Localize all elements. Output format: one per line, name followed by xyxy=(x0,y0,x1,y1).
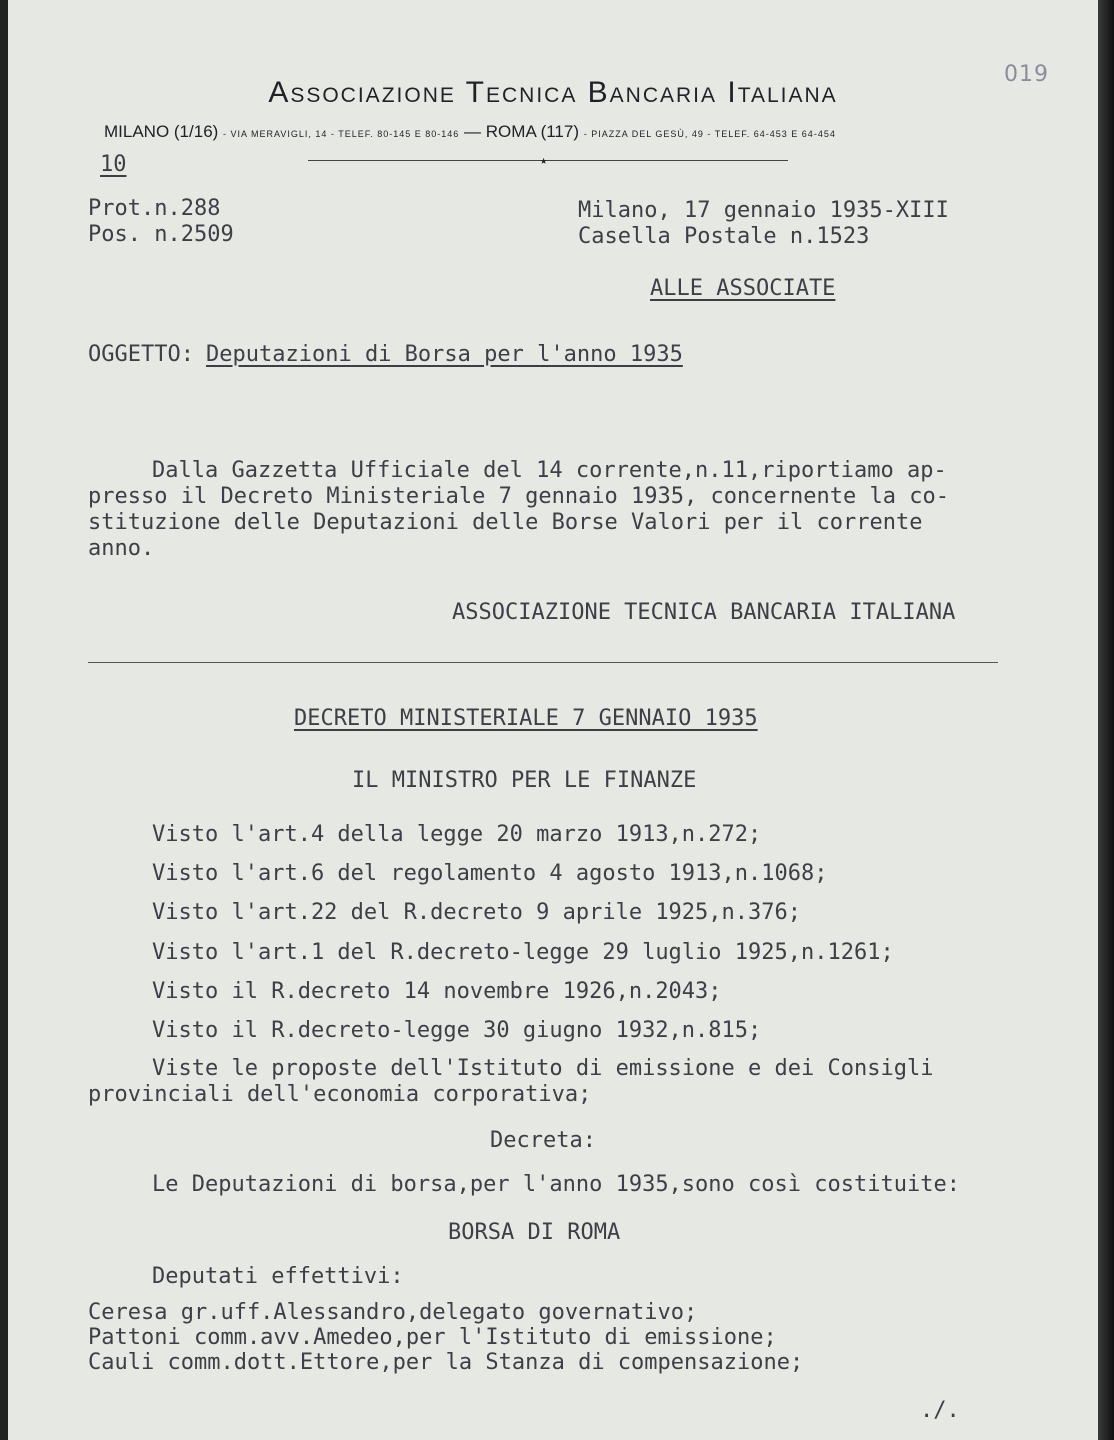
continuation-mark: ./. xyxy=(920,1398,960,1423)
binding-edge xyxy=(1098,0,1114,1440)
deputy-line: Ceresa gr.uff.Alessandro,delegato governativo; xyxy=(88,1300,698,1325)
consideration-line: Visto l'art.4 della legge 20 marzo 1913,n.272; xyxy=(152,822,762,847)
consideration-line: Visto l'art.6 del regolamento 4 agosto 1913,n.1068; xyxy=(152,861,828,886)
decree-title: DECRETO MINISTERIALE 7 GENNAIO 1935 xyxy=(294,706,758,731)
document-page xyxy=(8,0,1098,1440)
subject-text: Deputazioni di Borsa per l'anno 1935 xyxy=(206,342,683,367)
decree-intro: Le Deputazioni di borsa,per l'anno 1935,sono così costituite: xyxy=(152,1172,960,1197)
letterhead-milano-city: MILANO (1/16) xyxy=(104,122,219,141)
letterhead-divider xyxy=(308,160,788,161)
consideration-line: Visto l'art.22 del R.decreto 9 aprile 1925,n.376; xyxy=(152,900,802,925)
letterhead-dash: — xyxy=(464,122,482,141)
letterhead-title: Associazione Tecnica Bancaria Italiana xyxy=(268,76,838,109)
letterhead-milano-address: - VIA MERAVIGLI, 14 - TELEF. 80-145 E 80-146 xyxy=(223,129,460,139)
consideration-line: Viste le proposte dell'Istituto di emissione e dei Consigli xyxy=(152,1056,934,1081)
circular-number: 10 xyxy=(100,152,127,177)
star-ornament-icon: ★ xyxy=(540,153,548,167)
letterhead-roma-address: - PIAZZA DEL GESÙ, 49 - TELEF. 64-453 E 64-454 xyxy=(583,129,836,139)
consideration-line: Visto il R.decreto-legge 30 giugno 1932,n.815; xyxy=(152,1018,762,1043)
minister-heading: IL MINISTRO PER LE FINANZE xyxy=(352,768,697,793)
po-box: Casella Postale n.1523 xyxy=(578,224,870,249)
body-line: stituzione delle Deputazioni delle Borse Valori per il corrente xyxy=(88,510,923,535)
decreta-heading: Decreta: xyxy=(490,1128,596,1153)
section-divider xyxy=(88,662,998,663)
subject-label: OGGETTO: xyxy=(88,342,194,367)
consideration-line: Visto l'art.1 del R.decreto-legge 29 luglio 1925,n.1261; xyxy=(152,940,894,965)
body-line: presso il Decreto Ministeriale 7 gennaio 1935, concernente la co- xyxy=(88,484,949,509)
deputy-line: Cauli comm.dott.Ettore,per la Stanza di compensazione; xyxy=(88,1350,804,1375)
position-number: Pos. n.2509 xyxy=(88,222,234,247)
deputies-label: Deputati effettivi: xyxy=(152,1264,404,1289)
body-line: anno. xyxy=(88,536,155,561)
deputy-line: Pattoni comm.avv.Amedeo,per l'Istituto di emissione; xyxy=(88,1325,777,1350)
letterhead-addresses xyxy=(104,122,836,142)
protocol-number: Prot.n.288 xyxy=(88,196,221,221)
place-date: Milano, 17 gennaio 1935-XIII xyxy=(578,198,949,223)
signature: ASSOCIAZIONE TECNICA BANCARIA ITALIANA xyxy=(452,600,956,625)
consideration-line: provinciali dell'economia corporativa; xyxy=(88,1082,592,1107)
letterhead-roma-city: ROMA (117) xyxy=(485,122,579,141)
handwritten-archive-number: 019 xyxy=(1004,62,1049,87)
body-line: Dalla Gazzetta Ufficiale del 14 corrente,n.11,riportiamo ap- xyxy=(152,458,947,483)
recipients: ALLE ASSOCIATE xyxy=(650,276,836,301)
exchange-heading: BORSA DI ROMA xyxy=(448,1220,621,1245)
consideration-line: Visto il R.decreto 14 novembre 1926,n.2043; xyxy=(152,979,722,1004)
